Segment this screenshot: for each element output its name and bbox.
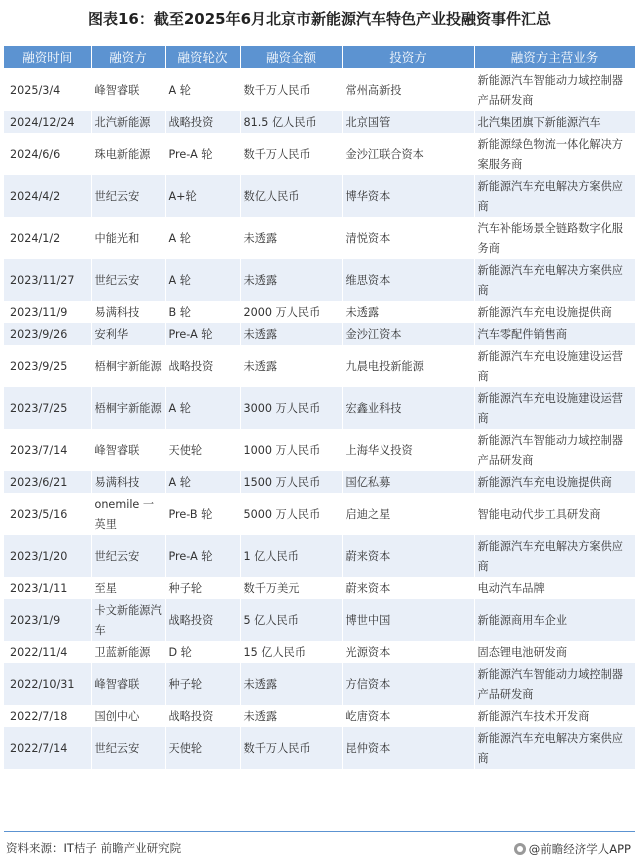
cell-investor: 方信资本 xyxy=(342,663,474,705)
table-row xyxy=(4,493,635,535)
brand-logo-icon xyxy=(514,843,526,855)
cell-round: Pre-A 轮 xyxy=(165,133,240,175)
cell-investor: 金沙江联合资本 xyxy=(342,133,474,175)
cell-round: A+轮 xyxy=(165,175,240,217)
cell-business: 新能源汽车充电设施提供商 xyxy=(474,301,635,323)
cell-business: 新能源汽车智能动力域控制器产品研发商 xyxy=(474,429,635,471)
cell-company: 北汽新能源 xyxy=(91,111,165,133)
cell-round: B 轮 xyxy=(165,301,240,323)
cell-amount: 1000 万人民币 xyxy=(240,429,342,471)
cell-round: A 轮 xyxy=(165,387,240,429)
cell-amount: 5000 万人民币 xyxy=(240,493,342,535)
page-title: 图表16：截至2025年6月北京市新能源汽车特色产业投融资事件汇总 xyxy=(87,10,552,28)
cell-amount: 未透露 xyxy=(240,705,342,727)
table-row xyxy=(4,727,635,769)
cell-amount: 数亿人民币 xyxy=(240,175,342,217)
table-row xyxy=(4,641,635,663)
cell-date: 2024/1/2 xyxy=(4,217,91,259)
cell-business: 智能电动代步工具研发商 xyxy=(474,493,635,535)
cell-business: 新能源商用车企业 xyxy=(474,599,635,641)
cell-round: A 轮 xyxy=(165,471,240,493)
cell-investor: 昆仲资本 xyxy=(342,727,474,769)
cell-company: 峰智睿联 xyxy=(91,69,165,112)
cell-amount: 数千万美元 xyxy=(240,577,342,599)
cell-company: 卡文新能源汽车 xyxy=(91,599,165,641)
cell-company: 易满科技 xyxy=(91,301,165,323)
table-row xyxy=(4,535,635,577)
table-row xyxy=(4,217,635,259)
table-row xyxy=(4,705,635,727)
cell-date: 2024/12/24 xyxy=(4,111,91,133)
cell-business: 新能源汽车技术开发商 xyxy=(474,705,635,727)
cell-round: Pre-A 轮 xyxy=(165,323,240,345)
cell-company: 国创中心 xyxy=(91,705,165,727)
cell-company: 峰智睿联 xyxy=(91,663,165,705)
cell-investor: 九晨电投新能源 xyxy=(342,345,474,387)
cell-date: 2023/1/11 xyxy=(4,577,91,599)
cell-business: 新能源汽车充电设施建设运营商 xyxy=(474,387,635,429)
cell-business: 新能源汽车充电设施提供商 xyxy=(474,471,635,493)
column-header-date: 融资时间 xyxy=(4,46,91,69)
column-header-business: 融资方主营业务 xyxy=(474,46,635,69)
cell-amount: 81.5 亿人民币 xyxy=(240,111,342,133)
cell-investor: 博世中国 xyxy=(342,599,474,641)
cell-company: 中能光和 xyxy=(91,217,165,259)
table-row xyxy=(4,323,635,345)
table-row xyxy=(4,175,635,217)
cell-investor: 蔚来资本 xyxy=(342,577,474,599)
cell-investor: 上海华义投资 xyxy=(342,429,474,471)
cell-business: 新能源绿色物流一体化解决方案服务商 xyxy=(474,133,635,175)
cell-business: 汽车补能场景全链路数字化服务商 xyxy=(474,217,635,259)
cell-date: 2023/1/9 xyxy=(4,599,91,641)
table-row xyxy=(4,69,635,112)
cell-investor: 蔚来资本 xyxy=(342,535,474,577)
column-header-investor: 投资方 xyxy=(342,46,474,69)
cell-investor: 国亿私募 xyxy=(342,471,474,493)
cell-business: 新能源汽车充电解决方案供应商 xyxy=(474,259,635,301)
table-row xyxy=(4,345,635,387)
cell-round: Pre-A 轮 xyxy=(165,535,240,577)
table-row xyxy=(4,259,635,301)
cell-date: 2023/11/27 xyxy=(4,259,91,301)
cell-business: 新能源汽车智能动力域控制器产品研发商 xyxy=(474,69,635,112)
cell-date: 2022/7/14 xyxy=(4,727,91,769)
cell-amount: 未透露 xyxy=(240,217,342,259)
cell-amount: 数千万人民币 xyxy=(240,69,342,112)
cell-round: A 轮 xyxy=(165,217,240,259)
cell-investor: 启迪之星 xyxy=(342,493,474,535)
column-header-company: 融资方 xyxy=(91,46,165,69)
cell-company: onemile 一英里 xyxy=(91,493,165,535)
cell-date: 2022/10/31 xyxy=(4,663,91,705)
cell-date: 2023/7/14 xyxy=(4,429,91,471)
table-row xyxy=(4,577,635,599)
table-row xyxy=(4,471,635,493)
cell-business: 新能源汽车智能动力域控制器产品研发商 xyxy=(474,663,635,705)
cell-amount: 1 亿人民币 xyxy=(240,535,342,577)
table-row xyxy=(4,111,635,133)
cell-round: 天使轮 xyxy=(165,727,240,769)
cell-company: 世纪云安 xyxy=(91,259,165,301)
cell-investor: 常州高新投 xyxy=(342,69,474,112)
cell-date: 2023/6/21 xyxy=(4,471,91,493)
column-header-amount: 融资金额 xyxy=(240,46,342,69)
cell-round: A 轮 xyxy=(165,69,240,112)
cell-date: 2022/11/4 xyxy=(4,641,91,663)
cell-business: 固态锂电池研发商 xyxy=(474,641,635,663)
cell-round: 种子轮 xyxy=(165,663,240,705)
table-row xyxy=(4,663,635,705)
cell-company: 安利华 xyxy=(91,323,165,345)
cell-date: 2023/9/25 xyxy=(4,345,91,387)
table-row xyxy=(4,599,635,641)
cell-business: 新能源汽车充电解决方案供应商 xyxy=(474,535,635,577)
table-row xyxy=(4,301,635,323)
cell-business: 新能源汽车充电解决方案供应商 xyxy=(474,175,635,217)
cell-amount: 15 亿人民币 xyxy=(240,641,342,663)
cell-amount: 数千万人民币 xyxy=(240,133,342,175)
cell-date: 2024/6/6 xyxy=(4,133,91,175)
cell-round: 战略投资 xyxy=(165,345,240,387)
cell-date: 2025/3/4 xyxy=(4,69,91,112)
cell-round: A 轮 xyxy=(165,259,240,301)
cell-business: 北汽集团旗下新能源汽车 xyxy=(474,111,635,133)
cell-investor: 清悦资本 xyxy=(342,217,474,259)
cell-company: 易满科技 xyxy=(91,471,165,493)
brand-name: @前瞻经济学人APP xyxy=(528,842,631,856)
cell-company: 珠电新能源 xyxy=(91,133,165,175)
cell-business: 新能源汽车充电解决方案供应商 xyxy=(474,727,635,769)
table-row xyxy=(4,429,635,471)
cell-round: 种子轮 xyxy=(165,577,240,599)
cell-date: 2023/9/26 xyxy=(4,323,91,345)
cell-business: 汽车零配件销售商 xyxy=(474,323,635,345)
cell-investor: 金沙江资本 xyxy=(342,323,474,345)
cell-amount: 数千万人民币 xyxy=(240,727,342,769)
table-header-row xyxy=(4,46,635,69)
cell-amount: 3000 万人民币 xyxy=(240,387,342,429)
cell-company: 梧桐宇新能源 xyxy=(91,387,165,429)
cell-round: D 轮 xyxy=(165,641,240,663)
cell-investor: 光源资本 xyxy=(342,641,474,663)
cell-company: 梧桐宇新能源 xyxy=(91,345,165,387)
brand-credit xyxy=(514,841,631,857)
source-note: 资料来源：IT桔子 前瞻产业研究院 xyxy=(6,841,182,855)
cell-amount: 1500 万人民币 xyxy=(240,471,342,493)
cell-round: 天使轮 xyxy=(165,429,240,471)
cell-round: 战略投资 xyxy=(165,599,240,641)
cell-date: 2022/7/18 xyxy=(4,705,91,727)
cell-round: Pre-B 轮 xyxy=(165,493,240,535)
cell-amount: 未透露 xyxy=(240,345,342,387)
cell-investor: 维思资本 xyxy=(342,259,474,301)
cell-amount: 未透露 xyxy=(240,663,342,705)
cell-amount: 5 亿人民币 xyxy=(240,599,342,641)
cell-company: 世纪云安 xyxy=(91,535,165,577)
cell-investor: 博华资本 xyxy=(342,175,474,217)
cell-investor: 未透露 xyxy=(342,301,474,323)
cell-company: 世纪云安 xyxy=(91,175,165,217)
cell-company: 峰智睿联 xyxy=(91,429,165,471)
cell-date: 2023/5/16 xyxy=(4,493,91,535)
table-row xyxy=(4,133,635,175)
cell-amount: 未透露 xyxy=(240,323,342,345)
cell-round: 战略投资 xyxy=(165,111,240,133)
cell-round: 战略投资 xyxy=(165,705,240,727)
column-header-round: 融资轮次 xyxy=(165,46,240,69)
cell-investor: 宏鑫业科技 xyxy=(342,387,474,429)
cell-amount: 2000 万人民币 xyxy=(240,301,342,323)
cell-date: 2024/4/2 xyxy=(4,175,91,217)
cell-company: 世纪云安 xyxy=(91,727,165,769)
cell-business: 新能源汽车充电设施建设运营商 xyxy=(474,345,635,387)
cell-investor: 屹唐资本 xyxy=(342,705,474,727)
cell-amount: 未透露 xyxy=(240,259,342,301)
table-bottom-divider xyxy=(4,831,635,832)
cell-business: 电动汽车品牌 xyxy=(474,577,635,599)
cell-date: 2023/11/9 xyxy=(4,301,91,323)
table-row xyxy=(4,387,635,429)
cell-company: 卫蓝新能源 xyxy=(91,641,165,663)
cell-investor: 北京国管 xyxy=(342,111,474,133)
financing-table xyxy=(4,46,636,769)
cell-date: 2023/7/25 xyxy=(4,387,91,429)
cell-company: 至星 xyxy=(91,577,165,599)
cell-date: 2023/1/20 xyxy=(4,535,91,577)
